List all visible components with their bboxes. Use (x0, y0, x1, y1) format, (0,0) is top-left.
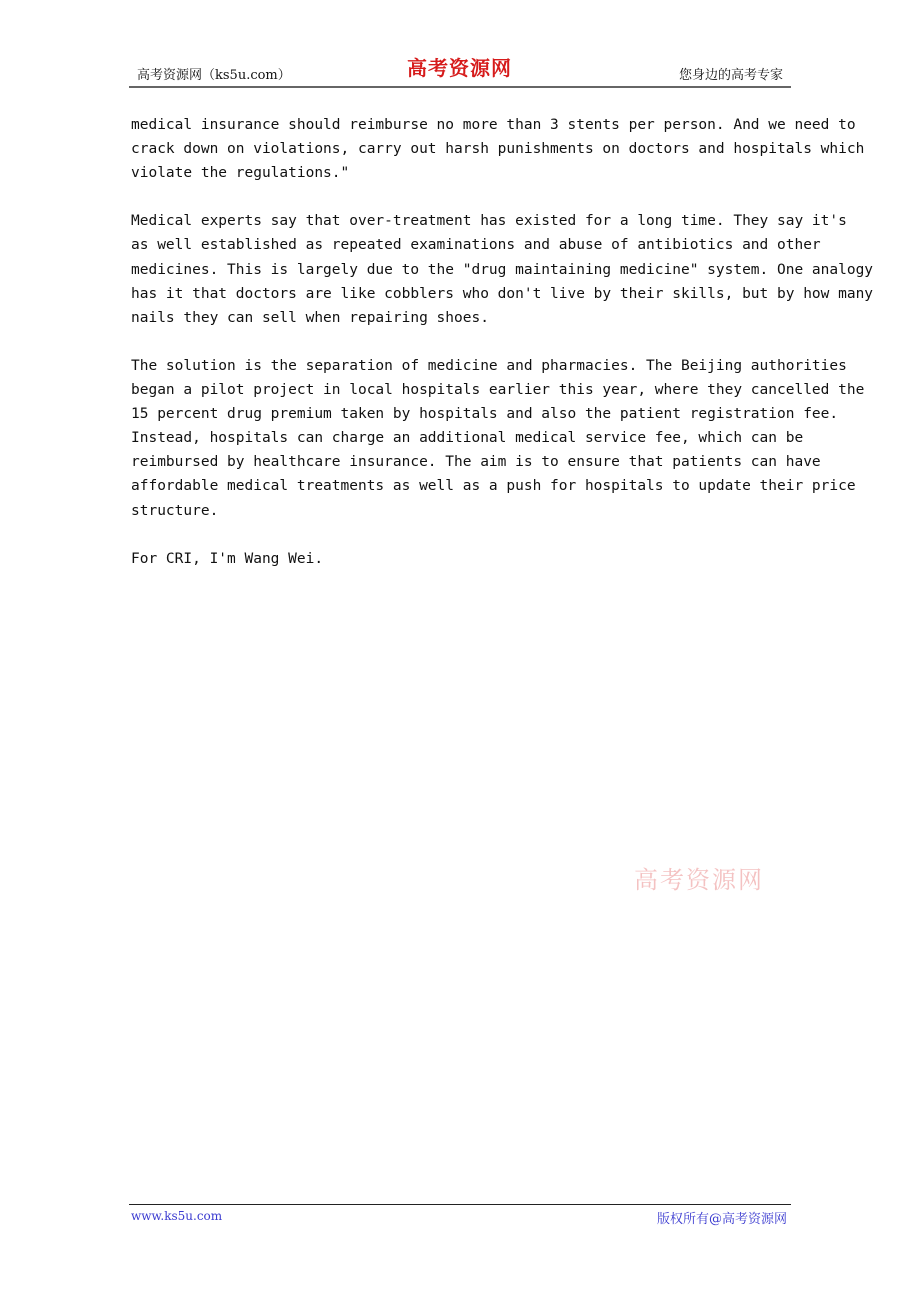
text-line: For CRI, I'm Wang Wei. (131, 550, 324, 567)
text-line: The solution is the separation of medicine and pharmacies. The Beijing authorities (131, 357, 847, 374)
header-site-name: 高考资源网（ks5u.com） (137, 68, 291, 83)
paragraph (131, 113, 865, 185)
text-line: medical insurance should reimburse no more than 3 stents per person. And we need to (131, 117, 856, 133)
text-line: Instead, hospitals can charge an additional medical service fee, which can be (131, 430, 804, 447)
paragraph (131, 209, 874, 329)
text-line: violate the regulations." (131, 165, 350, 182)
text-line: medicines. This is largely due to the "drug maintaining medicine" system. One analogy (131, 261, 874, 278)
text-line: structure. (131, 502, 219, 519)
article-body (131, 113, 874, 595)
header-logo: 高考资源网 (407, 56, 512, 80)
text-line: reimbursed by healthcare insurance. The aim is to ensure that patients can have (131, 454, 821, 471)
text-line: as well established as repeated examinations and abuse of antibiotics and other (131, 237, 821, 254)
text-line: has it that doctors are like cobblers who don't live by their skills, but by how many (131, 285, 874, 302)
page-header (129, 52, 791, 88)
text-line: affordable medical treatments as well as a push for hospitals to update their price (131, 478, 856, 495)
page-footer (129, 1204, 791, 1227)
paragraph (131, 547, 789, 571)
footer-copyright: 版权所有@高考资源网 (656, 1212, 787, 1227)
text-line: began a pilot project in local hospitals earlier this year, where they cancelled the (131, 382, 865, 399)
paragraph (131, 354, 865, 523)
text-line: 15 percent drug premium taken by hospitals and also the patient registration fee. (131, 406, 839, 423)
watermark-logo: 高考资源网 (634, 866, 764, 894)
text-line: nails they can sell when repairing shoes. (131, 309, 489, 326)
footer-link[interactable]: www.ks5u.com (131, 1209, 223, 1223)
text-line: Medical experts say that over-treatment has existed for a long time. They say it's (131, 213, 847, 230)
header-slogan: 您身边的高考专家 (678, 68, 783, 83)
text-line: crack down on violations, carry out harsh punishments on doctors and hospitals which (131, 141, 865, 158)
